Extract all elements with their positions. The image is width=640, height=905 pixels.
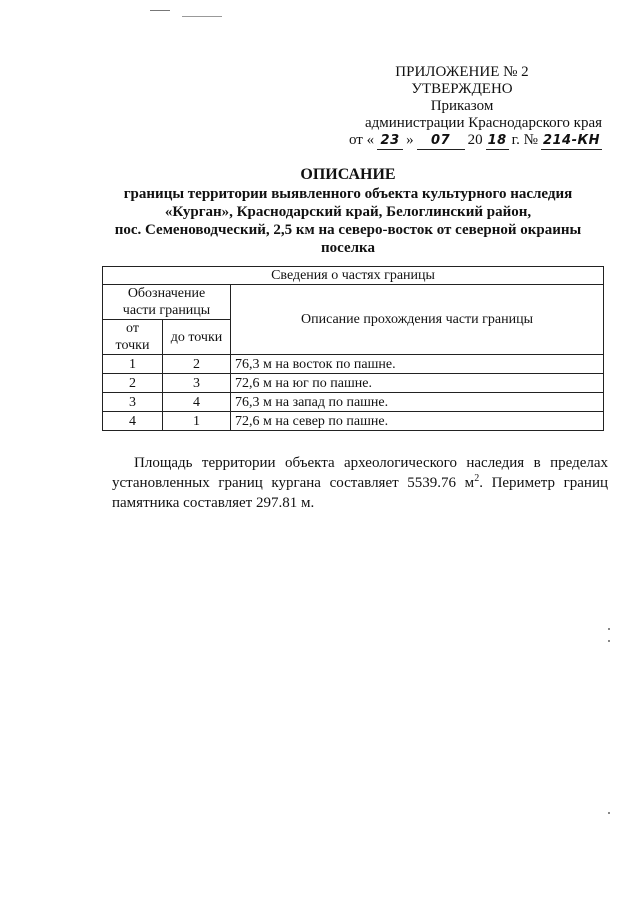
boundary-parts-table [102,266,604,431]
designation-header-line-1: Обозначение [127,286,206,301]
table-row [103,374,604,393]
designation-header-line-2: части границы [122,303,211,318]
area-unit-exponent: 2 [474,473,480,484]
to-point-cell: 2 [163,355,231,374]
perimeter-text: . Периметр границ памятника составляет 297.81 м. [112,475,608,511]
area-perimeter-paragraph [112,453,608,513]
document-title [96,166,600,257]
order-number-handwritten: 214-КН [542,133,600,148]
table-caption: Сведения о частях границы [103,267,604,285]
from-point-header-line-2: точки [115,338,150,353]
title-line-3: пос. Семеноводческий, 2,5 км на северо-восток от северной окраины [114,222,582,238]
title-line-1: границы территории выявленного объекта культурного наследия [123,186,573,202]
approved-label: УТВЕРЖДЕНО [411,81,513,97]
description-cell: 72,6 м на юг по пашне. [231,374,604,393]
order-month-handwritten: 07 [417,132,465,150]
organization-label: администрации Краснодарского края [364,115,602,131]
table-row [103,393,604,412]
designation-header [103,285,231,320]
table-row [103,412,604,431]
from-point-cell: 2 [103,374,163,393]
order-date-line [322,132,602,150]
scan-dot [608,628,610,630]
title-heading: ОПИСАНИЕ [300,166,396,183]
from-point-header-line-1: от [126,321,139,336]
order-year-prefix: 20 [467,132,483,148]
order-from-label: от « [348,132,375,148]
by-order-label: Приказом [430,98,494,114]
scan-mark [150,10,170,11]
area-text: Площадь территории объекта археологического наследия в пределах установленных границ кургана составляет 5539.76 м [112,455,608,491]
scan-line [182,16,222,17]
order-quote-close: » [406,132,414,148]
description-cell: 76,3 м на запад по пашне. [231,393,604,412]
title-line-2: «Курган», Краснодарский край, Белоглинский район, [164,204,532,220]
table-row [103,355,604,374]
from-point-cell: 3 [103,393,163,412]
order-year-handwritten: 18 [487,133,507,148]
to-point-cell: 1 [163,412,231,431]
scan-dot [608,640,610,642]
scan-dot [608,812,610,814]
from-point-cell: 1 [103,355,163,374]
to-point-cell: 3 [163,374,231,393]
from-point-cell: 4 [103,412,163,431]
title-line-4: поселка [321,240,375,256]
order-number-label: г. № [511,132,538,148]
to-point-cell: 4 [163,393,231,412]
from-point-header [103,320,163,355]
appendix-label: ПРИЛОЖЕНИЕ № 2 [395,64,529,80]
order-day-handwritten: 23 [377,132,403,150]
description-header: Описание прохождения части границы [231,285,604,355]
approval-stamp [322,64,602,150]
description-cell: 76,3 м на восток по пашне. [231,355,604,374]
to-point-header: до точки [163,320,231,355]
description-cell: 72,6 м на север по пашне. [231,412,604,431]
